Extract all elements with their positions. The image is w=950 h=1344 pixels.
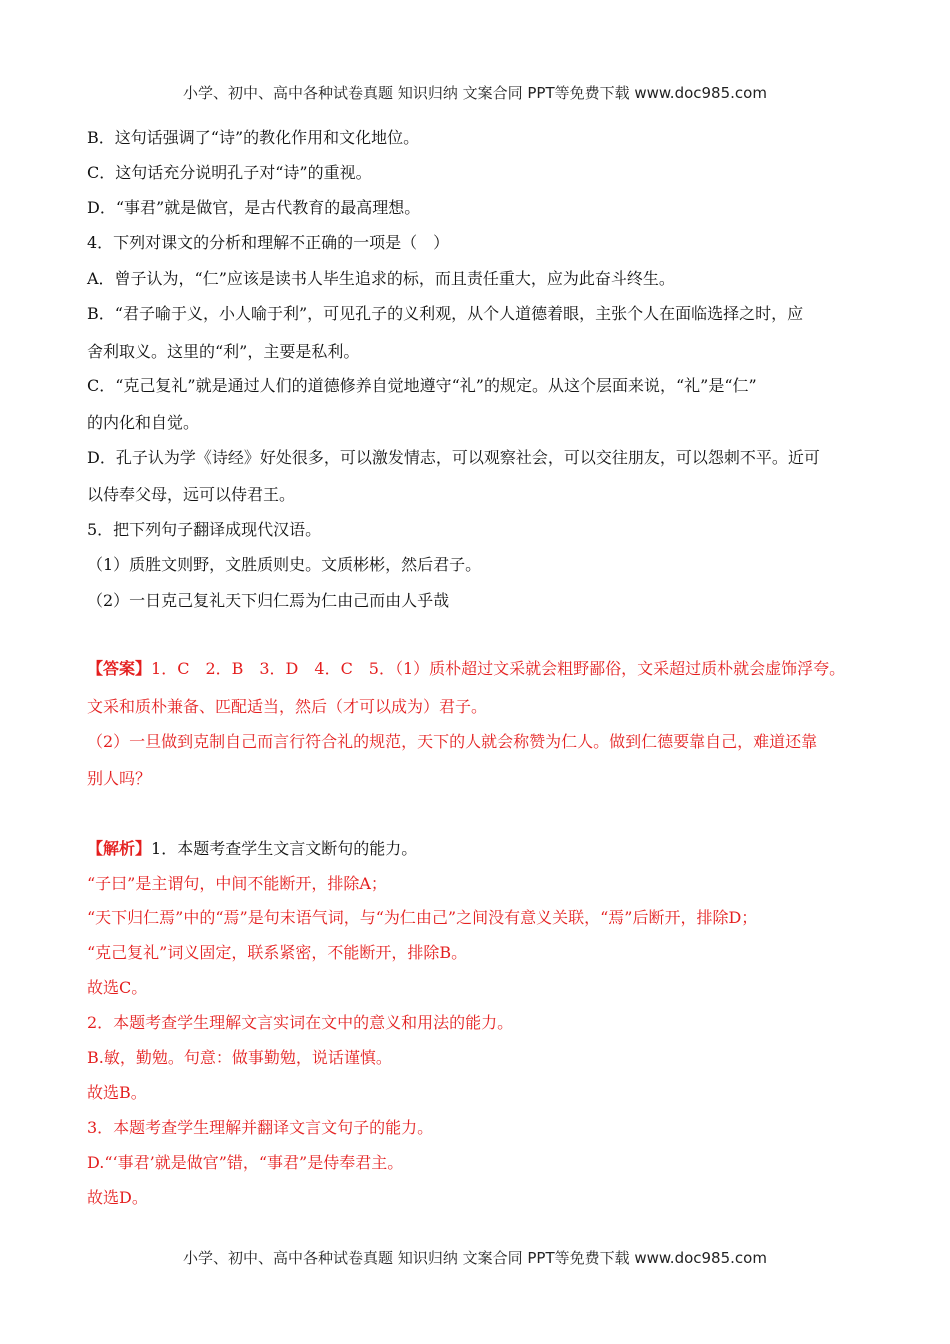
page-header: 小学、初中、高中各种试卷真题 知识归纳 文案合同 PPT等免费下载 www.doc985.com <box>183 84 767 102</box>
answer-line-1 <box>87 658 867 680</box>
question-5-2: （2）一日克己复礼天下归仁焉为仁由己而由人乎哉 <box>87 591 450 610</box>
analysis-line-1 <box>87 838 867 860</box>
analysis-line: B.敏，勤勉。句意：做事勤勉，说话谨慎。 <box>87 1048 392 1067</box>
answer-line-4: 别人吗？ <box>87 769 152 788</box>
answer-tag: 【答案】 <box>87 659 152 678</box>
option-4b: B．“君子喻于义，小人喻于利”，可见孔子的义利观，从个人道德着眼，主张个人在面临选择之时，应 <box>87 304 804 323</box>
question-5-1: （1）质胜文则野，文胜质则史。文质彬彬，然后君子。 <box>87 555 482 574</box>
option-3b: B．这句话强调了“诗”的教化作用和文化地位。 <box>87 128 420 147</box>
analysis-line: 故选B。 <box>87 1083 147 1102</box>
analysis-line: 3．本题考查学生理解并翻译文言文句子的能力。 <box>87 1118 434 1137</box>
analysis-line: 故选D。 <box>87 1188 148 1207</box>
analysis-tag: 【解析】 <box>87 839 152 858</box>
page-footer: 小学、初中、高中各种试卷真题 知识归纳 文案合同 PPT等免费下载 www.doc985.com <box>183 1249 767 1267</box>
analysis-text: 1．本题考查学生文言文断句的能力。 <box>151 839 418 858</box>
answer-text: 1．C 2．B 3．D 4．C 5．（1）质朴超过文采就会粗野鄙俗，文采超过质朴就会虚饰浮夸。 <box>151 659 846 678</box>
option-4d: D．孔子认为学《诗经》好处很多，可以激发情志，可以观察社会，可以交往朋友，可以怨刺不平。近可 <box>87 448 820 467</box>
option-3c: C．这句话充分说明孔子对“诗”的重视。 <box>87 163 372 182</box>
option-4b-cont: 舍利取义。这里的“利”，主要是私利。 <box>87 342 360 361</box>
analysis-line: D.“‘事君’就是做官”错，“事君”是侍奉君主。 <box>87 1153 404 1172</box>
option-4c: C．“克己复礼”就是通过人们的道德修养自觉地遵守“礼”的规定。从这个层面来说，“礼”是“仁” <box>87 376 757 395</box>
analysis-line: 2．本题考查学生理解文言实词在文中的意义和用法的能力。 <box>87 1013 514 1032</box>
answer-line-3: （2）一旦做到克制自己而言行符合礼的规范，天下的人就会称赞为仁人。做到仁德要靠自己，难道还靠 <box>87 732 818 751</box>
option-4c-cont: 的内化和自觉。 <box>87 413 200 432</box>
analysis-line: “克己复礼”词义固定，联系紧密，不能断开，排除B。 <box>87 943 468 962</box>
analysis-line: “天下归仁焉”中的“焉”是句末语气词，与“为仁由己”之间没有意义关联，“焉”后断开，排除D； <box>87 908 758 927</box>
option-3d: D．“事君”就是做官，是古代教育的最高理想。 <box>87 198 421 217</box>
option-4a: A．曾子认为，“仁”应该是读书人毕生追求的标，而且责任重大，应为此奋斗终生。 <box>87 269 675 288</box>
analysis-line: “子曰”是主谓句，中间不能断开，排除A； <box>87 874 387 893</box>
question-5: 5．把下列句子翻译成现代汉语。 <box>87 520 322 539</box>
analysis-line: 故选C。 <box>87 978 148 997</box>
answer-line-2: 文采和质朴兼备、匹配适当，然后（才可以成为）君子。 <box>87 697 488 716</box>
option-4d-cont: 以侍奉父母，远可以侍君王。 <box>87 485 296 504</box>
question-4: 4．下列对课文的分析和理解不正确的一项是（ ） <box>87 233 450 252</box>
